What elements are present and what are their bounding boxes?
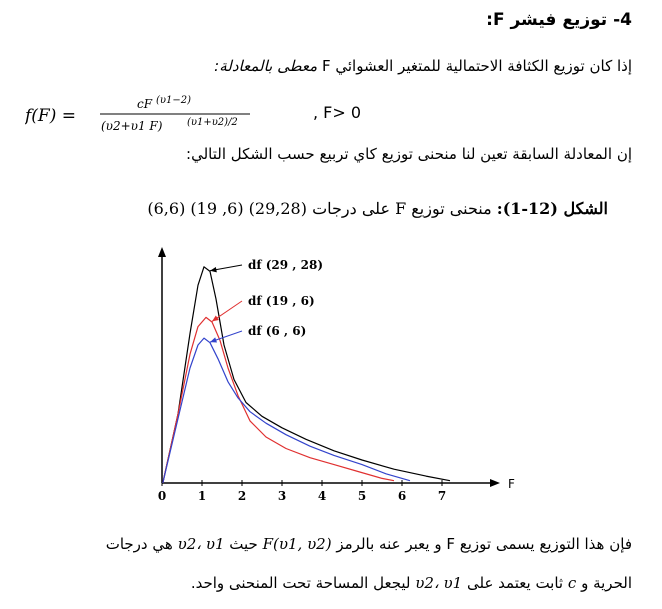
- density-formula: [25, 94, 285, 138]
- x-tick-label: 6: [397, 489, 407, 503]
- para4-vars: υ2، υ1: [415, 574, 463, 592]
- paragraph-2: إن المعادلة السابقة تعين لنا منحنى توزيع كاي تربيع حسب الشكل التالي:: [186, 145, 632, 163]
- x-tick-label: 5: [357, 489, 367, 503]
- paragraph-4: [191, 574, 632, 592]
- chart-legend: [210, 258, 323, 343]
- formula-condition: , F> 0: [313, 103, 362, 122]
- chart-axes: [158, 247, 515, 491]
- legend-arrow-head: [212, 316, 219, 322]
- section-heading: 4- توزيع فيشر F:: [486, 10, 632, 30]
- intro-text: إذا كان توزيع الكثافة الاحتمالية للمتغير العشوائي F: [321, 57, 632, 75]
- x-tick-label: 0: [157, 489, 167, 503]
- legend-arrow-head: [210, 337, 217, 342]
- legend-label: df (6 , 6): [248, 324, 307, 338]
- para3-vars: υ2، υ1: [177, 535, 225, 553]
- x-axis-label: F: [508, 477, 515, 491]
- intro-italic: معطى بالمعادلة:: [214, 57, 318, 75]
- para4-before: الحرية و: [581, 574, 632, 592]
- x-axis-arrow: [490, 479, 500, 487]
- x-tick-label: 1: [197, 489, 207, 503]
- paragraph-3: [106, 535, 632, 553]
- y-axis-arrow: [158, 247, 166, 257]
- curve-series: [163, 317, 394, 483]
- caption-label: الشكل (12-1):: [496, 199, 608, 218]
- legend-label: df (19 , 6): [248, 294, 315, 308]
- para3-after: هي درجات: [105, 535, 173, 553]
- formula-denominator: (υ2+υ1 F): [101, 119, 163, 133]
- para3-symbol: F(υ1, υ2): [262, 535, 332, 553]
- legend-label: df (29 , 28): [248, 258, 324, 272]
- x-tick-label: 4: [317, 489, 327, 503]
- formula-lhs: f(F) =: [25, 106, 76, 126]
- caption-degrees: (6,6) (19 ,6) (29,28): [147, 199, 307, 218]
- f-distribution-chart: [140, 245, 520, 505]
- x-tick-label: 2: [237, 489, 247, 503]
- formula-numerator-exp: (υ1−2): [156, 95, 191, 106]
- para3-middle: حيث: [229, 535, 258, 553]
- para4-middle: ثابت يعتمد على: [467, 574, 564, 592]
- formula-numerator: cF: [137, 97, 153, 111]
- formula-denominator-exp: (υ1+υ2)/2: [187, 117, 238, 128]
- caption-text: منحنى توزيع F على درجات: [312, 199, 492, 218]
- x-tick-label: 3: [277, 489, 287, 503]
- intro-paragraph: [214, 57, 632, 75]
- figure-caption: [147, 199, 608, 218]
- para3-before: فإن هذا التوزيع يسمى توزيع F و يعبر عنه بالرمز: [336, 535, 632, 553]
- para4-after: ليجعل المساحة تحت المنحنى واحد.: [190, 574, 411, 592]
- legend-arrow-head: [210, 267, 217, 272]
- curve-series: [163, 338, 410, 483]
- para4-c: c: [567, 574, 577, 592]
- x-tick-label: 7: [437, 489, 447, 503]
